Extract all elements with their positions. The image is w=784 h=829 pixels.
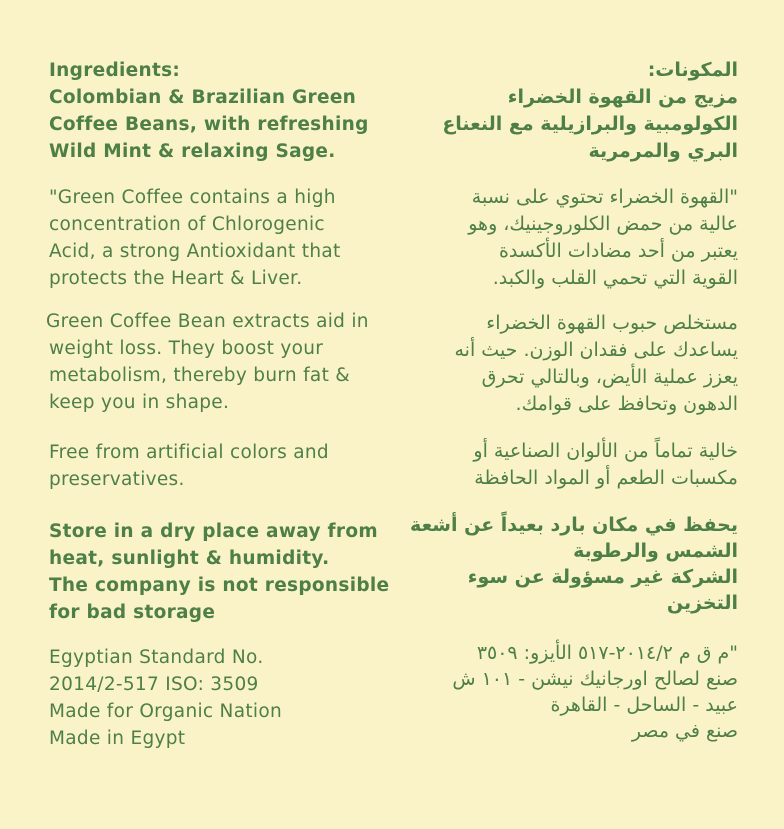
text-line: خالية تماماً من الألوان الصناعية أو [473, 440, 738, 462]
green-coffee-en [49, 184, 389, 292]
text-line: weight loss. They boost your [49, 338, 324, 359]
text-line: الشركة غير مسؤولة عن سوء [467, 566, 738, 588]
text-line: صنع في مصر [631, 720, 738, 742]
text-line: Made for Organic Nation [49, 701, 282, 722]
standard-en [49, 644, 389, 752]
green-coffee-ar [388, 184, 738, 292]
extracts-en [46, 308, 386, 416]
text-line: preservatives. [49, 469, 185, 490]
ingredients-en [49, 57, 389, 165]
free-from-en [49, 439, 389, 493]
text-line: "Green Coffee contains a high [49, 187, 336, 208]
text-line: Green Coffee Bean extracts aid in [46, 311, 369, 332]
text-line: عالية من حمض الكلوروجينيك، وهو [468, 213, 738, 235]
text-line: يساعدك على فقدان الوزن. حيث أنه [454, 339, 738, 361]
free-from-ar [388, 438, 738, 492]
storage-ar [388, 512, 738, 616]
text-line: for bad storage [49, 602, 216, 623]
text-line: heat, sunlight & humidity. [49, 548, 330, 569]
text-line: The company is not responsible [49, 575, 390, 596]
ingredients-line: Wild Mint & relaxing Sage. [49, 141, 336, 162]
ingredients-line: Colombian & Brazilian Green [49, 87, 357, 108]
text-line: الدهون وتحافظ على قوامك. [515, 393, 738, 415]
text-line: "القهوة الخضراء تحتوي على نسبة [471, 186, 738, 208]
text-line: Acid, a strong Antioxidant that [49, 241, 341, 262]
text-line: Store in a dry place away from [49, 521, 378, 542]
storage-en [49, 518, 389, 626]
text-line: الشمس والرطوبة [573, 540, 738, 562]
text-line: 2014/2-517 ISO: 3509 [49, 674, 259, 695]
text-line: القوية التي تحمي القلب والكبد. [492, 267, 738, 289]
ingredients-heading-ar: المكونات: [647, 59, 738, 81]
ingredients-line: الكولومبية والبرازيلية مع النعناع [442, 113, 738, 135]
text-line: صنع لصالح اورجانيك نيشن - ١٠١ ش [452, 668, 738, 690]
text-line: Egyptian Standard No. [49, 647, 264, 668]
text-line: Made in Egypt [49, 728, 186, 749]
standard-ar [388, 640, 738, 744]
ingredients-ar [388, 57, 738, 165]
text-line: مستخلص حبوب القهوة الخضراء [486, 312, 738, 334]
extracts-ar [388, 310, 738, 418]
text-line: concentration of Chlorogenic [49, 214, 325, 235]
ingredients-line: Coffee Beans, with refreshing [49, 114, 369, 135]
text-line: "م ق م ٢٠١٤/٢-٥١٧ الأيزو: ٣٥٠٩ [476, 642, 738, 664]
ingredients-line: البري والمرمرية [588, 140, 738, 162]
text-line: يعتبر من أحد مضادات الأكسدة [498, 240, 738, 262]
text-line: التخزين [666, 592, 738, 614]
ingredients-line: مزيج من القهوة الخضراء [507, 86, 738, 108]
text-line: protects the Heart & Liver. [49, 268, 303, 289]
text-line: مكسبات الطعم أو المواد الحافظة [474, 467, 738, 489]
text-line: يحفظ في مكان بارد بعيداً عن أشعة [410, 514, 738, 536]
text-line: Free from artificial colors and [49, 442, 329, 463]
text-line: keep you in shape. [49, 392, 230, 413]
text-line: يعزز عملية الأيض، وبالتالي تحرق [481, 366, 738, 388]
text-line: عبيد - الساحل - القاهرة [550, 694, 738, 716]
text-line: metabolism, thereby burn fat & [49, 365, 351, 386]
ingredients-heading-en: Ingredients: [49, 60, 181, 81]
